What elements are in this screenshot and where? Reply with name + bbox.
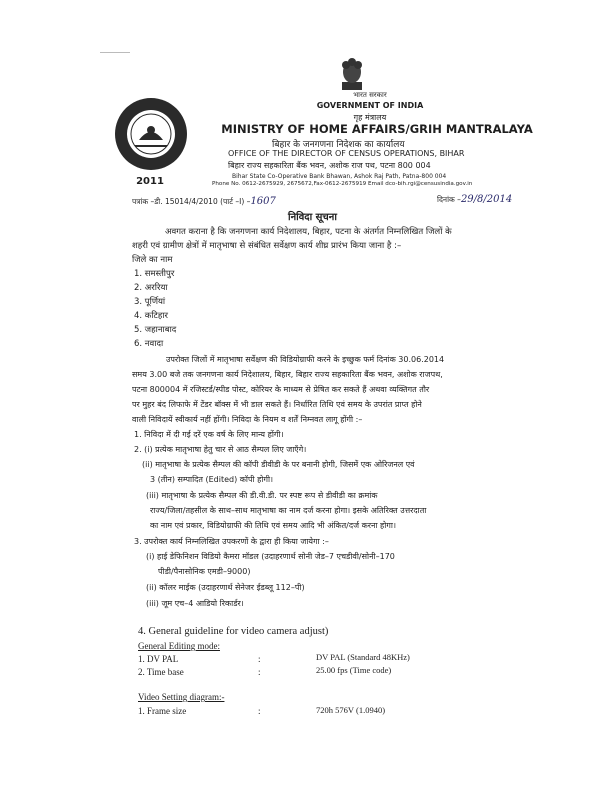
paragraph-line: समय 3.00 बजे तक जनगणना कार्य निदेशालय, बिहार, बिहार राज्य सहकारिता बैंक भवन, अशोक राजपथ, xyxy=(132,370,443,379)
address-hindi: बिहार राज्य सहकारिता बैंक भवन, अशोक राज पथ, पटना 800 004 xyxy=(228,161,431,170)
districts-label: जिले का नाम xyxy=(132,255,173,265)
rule-line: राज्य/जिला/तहसील के साथ–साथ मातृभाषा का नाम दर्ज करना होगा। इसके अतिरिक्त उत्तरदाता xyxy=(150,506,427,515)
district-item: 2. अररिया xyxy=(134,283,168,293)
rule-line: (iii) जूम एच–4 आडियो रिकार्डर। xyxy=(146,599,244,608)
guideline-row-value: DV PAL (Standard 48KHz) xyxy=(316,652,410,662)
date-handwritten: 29/8/2014 xyxy=(460,194,513,205)
guideline-heading: 4. General guideline for video camera adjust) xyxy=(138,626,329,637)
ministry-hindi: गृह मंत्रालय xyxy=(353,113,387,122)
district-item: 1. समस्तीपुर xyxy=(134,269,175,279)
paragraph-line: वाली निविदायें स्वीकार्य नहीं होंगी। निविदा के नियम व शर्तें निम्नवत लागू होंगी :– xyxy=(132,415,363,424)
video-setting-heading: Video Setting diagram:- xyxy=(138,692,225,702)
guideline-row-label: 2. Time base xyxy=(138,667,184,677)
date-field xyxy=(437,194,512,205)
district-item: 4. कटिहार xyxy=(134,311,169,321)
rule-line: 2. (i) प्रत्येक मातृभाषा हेतु चार से आठ सैम्पल लिए जाएँगे। xyxy=(134,445,307,454)
intro-line-2: शहरी एवं ग्रामीण क्षेत्रों में मातृभाषा से संबंधित सर्वेक्षण कार्य शीघ्र प्रारंभ किया जाना है :– xyxy=(132,241,402,251)
reference-handwritten: 1607 xyxy=(250,196,276,207)
paragraph-line: उपरोक्त जिलों में मातृभाषा सर्वेक्षण की विडियोग्राफी करने के इच्छुक फर्म दिनांक 30.06.2014 xyxy=(166,355,445,364)
guideline-row-label: 1. DV PAL xyxy=(138,654,179,664)
address-english: Bihar State Co-Operative Bank Bhawan, Ashok Raj Path, Patna-800 004 xyxy=(232,173,447,180)
paragraph-line: पर मुहर बंद लिफाफे में टेंडर बॉक्स में भी डाल सकते हैं। निर्धारित तिथि एवं समय के उपरांत प्राप्त होने xyxy=(132,400,422,409)
rule-line: का नाम एवं प्रकार, विडियोग्राफी की तिथि एवं समय आदि भी अंकित/दर्ज करना होगा। xyxy=(150,521,396,530)
notice-title: निविदा सूचना xyxy=(288,212,337,223)
date-label: दिनांक – xyxy=(437,195,461,204)
emblem-caption: भारत सरकार xyxy=(353,91,387,99)
setting-row-sep: : xyxy=(258,706,261,716)
national-emblem-icon xyxy=(338,56,366,92)
government-of-india: GOVERNMENT OF INDIA xyxy=(316,101,424,110)
reference-number xyxy=(132,196,276,207)
contact-line: Phone No. 0612-2675929, 2675672,Fax-0612-2675919 Email dco-bih.rgi@censusindia.gov.in xyxy=(212,181,473,187)
setting-row-value: 720h 576V (1.0940) xyxy=(316,705,386,715)
rule-line: पीडी/पैनासोनिक एमडी–9000) xyxy=(158,567,251,576)
rule-line: (ii) कॉलर माईक (उदाहरणार्थ सेनेजर ईडब्लू 112–पी) xyxy=(146,583,305,592)
rule-line: 3. उपरोक्त कार्य निम्नलिखित उपकरणों के द्वारा ही किया जायेगा :– xyxy=(134,537,329,546)
editing-mode-heading: General Editing mode: xyxy=(138,641,220,651)
seal-year: 2011 xyxy=(136,176,164,187)
reference-label: पत्रांक –डी. 15014/4/2010 (पार्ट –I) – xyxy=(132,197,251,206)
district-item: 3. पूर्णियां xyxy=(134,297,166,307)
office-hindi: बिहार के जनगणना निदेशक का कार्यालय xyxy=(272,140,405,150)
district-item: 6. नवादा xyxy=(134,339,164,349)
rule-line: 1. निविदा में दी गई दरें एक वर्ष के लिए मान्य होंगी। xyxy=(134,430,284,439)
ministry-title: MINISTRY OF HOME AFFAIRS/GRIH MANTRALAYA xyxy=(221,122,533,136)
setting-row-label: 1. Frame size xyxy=(138,706,187,716)
district-item: 5. जहानाबाद xyxy=(134,325,177,335)
scan-artifact xyxy=(100,52,130,53)
rule-line: (iii) मातृभाषा के प्रत्येक सैम्पल की डी.वी.डी. पर स्पष्ट रूप से डीवीडी का क्रमांक xyxy=(146,491,378,500)
rule-line: (ii) मातृभाषा के प्रत्येक सैम्पल की कॉपी डीवीडी के पर बनानी होगी, जिसमें एक ओरिजनल एवं xyxy=(142,460,415,469)
office-title: OFFICE OF THE DIRECTOR OF CENSUS OPERATIONS, BIHAR xyxy=(228,149,465,158)
rule-line: 3 (तीन) सम्पादित (Edited) कॉपी होगी। xyxy=(150,475,274,484)
census-seal-icon xyxy=(113,96,189,172)
guideline-row-value: 25.00 fps (Time code) xyxy=(316,665,392,675)
guideline-row-sep: : xyxy=(258,654,261,664)
paragraph-line: पटना 800004 में रजिस्टर्ड/स्पीड पोस्ट, कोरियर के माध्यम से प्रेषित कर सकते हैं अथवा व्यक्तिगत तौर xyxy=(132,385,430,394)
rule-line: (i) हाई डेफिनिशन विडियो कैमरा मॉडल (उदाहरणार्थ सोनी जेड–7 एचडीवी/सोनी–170 xyxy=(146,552,395,561)
intro-line-1: अवगत कराना है कि जनगणना कार्य निदेशालय, बिहार, पटना के अंतर्गत निम्नलिखित जिलों के xyxy=(165,227,452,237)
guideline-row-sep: : xyxy=(258,667,261,677)
